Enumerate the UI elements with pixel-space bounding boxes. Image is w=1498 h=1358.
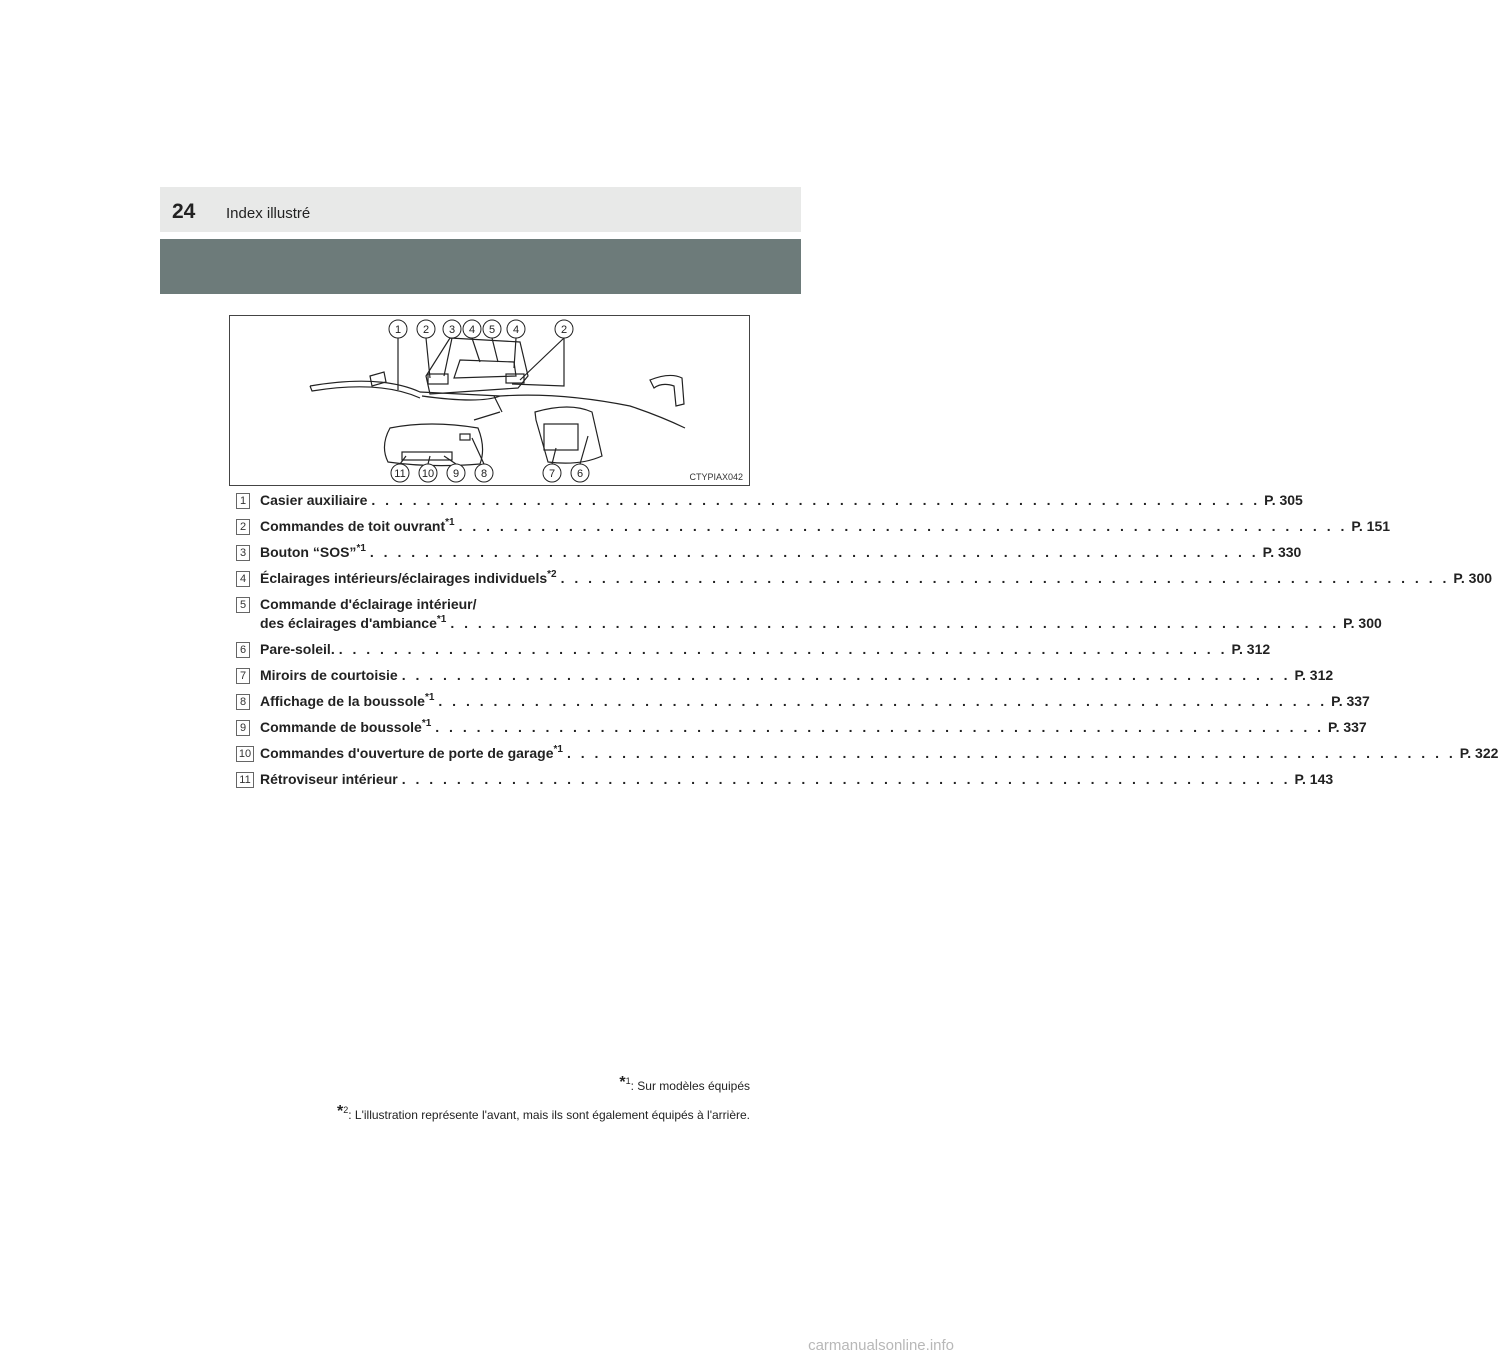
item-number: 6 xyxy=(236,642,250,658)
item-number: 5 xyxy=(236,597,250,613)
footnote-marker: *1 xyxy=(421,718,432,729)
item-label: Affichage de la boussole xyxy=(260,693,425,709)
item-page-ref[interactable]: P. 337 xyxy=(1328,719,1367,735)
item-label: Casier auxiliaire xyxy=(260,492,368,508)
item-number: 2 xyxy=(236,519,250,535)
callout-11 xyxy=(391,464,409,482)
callout-3 xyxy=(443,320,461,338)
callout-6 xyxy=(571,464,589,482)
list-item xyxy=(236,692,1370,711)
svg-text:6: 6 xyxy=(576,468,584,480)
item-label: Commandes d'ouverture de porte de garage xyxy=(260,745,554,761)
footnote-marker: *1 xyxy=(356,543,366,554)
footnote-marker: *1 xyxy=(445,517,455,528)
list-item xyxy=(236,640,1271,659)
item-label-line1: Commande d'éclairage intérieur/ xyxy=(260,596,477,612)
illustration-overhead-console xyxy=(229,315,750,486)
svg-text:4: 4 xyxy=(468,324,476,336)
list-item xyxy=(236,543,1302,562)
list-item xyxy=(236,595,1382,633)
list-item xyxy=(236,770,1334,789)
svg-text:2: 2 xyxy=(422,324,430,336)
item-page-ref[interactable]: P. 322 xyxy=(1459,745,1498,761)
sun-visor xyxy=(535,407,602,463)
callout-2 xyxy=(417,320,435,338)
section-title: Index illustré xyxy=(226,205,311,222)
item-label: Pare-soleil. xyxy=(260,641,335,657)
callout-10 xyxy=(419,464,437,482)
vanity-mirror xyxy=(544,424,578,450)
item-number: 3 xyxy=(236,545,250,561)
svg-text:10: 10 xyxy=(421,468,435,480)
item-number: 4 xyxy=(236,571,250,587)
footnote-marker: *1 xyxy=(436,614,447,625)
svg-text:7: 7 xyxy=(548,468,556,480)
svg-text:8: 8 xyxy=(480,468,488,480)
list-item xyxy=(236,517,1391,536)
item-label: Bouton “SOS” xyxy=(260,544,357,560)
watermark: carmanualsonline.info xyxy=(808,1337,954,1354)
footnote-1: *$^1$: Sur modèles équipés xyxy=(619,1074,750,1093)
item-page-ref[interactable]: P. 312 xyxy=(1231,641,1271,657)
item-label: Miroirs de courtoisie xyxy=(260,667,398,683)
item-page-ref[interactable]: P. 312 xyxy=(1294,667,1334,683)
list-item xyxy=(236,718,1367,737)
footnote-marker: *2 xyxy=(547,569,557,580)
grab-handle xyxy=(650,375,684,406)
svg-text:2: 2 xyxy=(560,324,568,336)
rear-view-mirror xyxy=(384,424,482,466)
console-button-left xyxy=(428,374,448,384)
callout-9 xyxy=(447,464,465,482)
item-label: Commandes de toit ouvrant xyxy=(260,518,446,534)
item-number: 7 xyxy=(236,668,250,684)
callout-2b xyxy=(555,320,573,338)
callout-7 xyxy=(543,464,561,482)
illustration-code: CTYPIAX042 xyxy=(689,472,743,482)
callout-4b xyxy=(507,320,525,338)
item-page-ref[interactable]: P. 305 xyxy=(1264,492,1303,508)
footnote-2: *$^2$: L'illustration représente l'avant, mais ils sont également équipés à l'arrière. xyxy=(337,1103,750,1122)
item-page-ref[interactable]: P. 330 xyxy=(1262,544,1302,560)
page-header xyxy=(160,187,801,232)
callout-8 xyxy=(475,464,493,482)
svg-text:1: 1 xyxy=(394,324,402,336)
footnote-marker: *1 xyxy=(424,692,435,703)
item-label: Commande de boussole xyxy=(260,719,422,735)
svg-text:3: 3 xyxy=(448,324,456,336)
svg-text:5: 5 xyxy=(488,324,496,336)
item-list xyxy=(236,491,1498,796)
list-item xyxy=(236,744,1498,763)
footnote-marker: *1 xyxy=(553,744,563,755)
list-item xyxy=(236,491,1303,510)
svg-text:4: 4 xyxy=(512,324,520,336)
item-page-ref[interactable]: P. 337 xyxy=(1331,693,1370,709)
item-page-ref[interactable]: P. 143 xyxy=(1294,771,1334,787)
svg-text:9: 9 xyxy=(452,468,460,480)
item-page-ref[interactable]: P. 300 xyxy=(1453,570,1493,586)
left-handle xyxy=(370,372,386,386)
console-lamps xyxy=(454,360,516,378)
overhead-console xyxy=(426,338,528,394)
item-label: des éclairages d'ambiance xyxy=(260,615,437,631)
item-label: Rétroviseur intérieur xyxy=(260,771,398,787)
footnotes xyxy=(230,1070,750,1128)
item-number: 8 xyxy=(236,694,250,710)
overhead-console-drawing xyxy=(230,316,749,485)
item-page-ref[interactable]: P. 151 xyxy=(1351,518,1391,534)
item-label: Éclairages intérieurs/éclairages individuels xyxy=(260,570,548,586)
list-item xyxy=(236,569,1493,588)
header-band xyxy=(160,239,801,294)
item-number: 10 xyxy=(236,746,254,762)
callout-5 xyxy=(483,320,501,338)
page-number: 24 xyxy=(172,200,196,223)
item-page-ref[interactable]: P. 300 xyxy=(1343,615,1382,631)
callout-4 xyxy=(463,320,481,338)
compass-display xyxy=(460,434,470,440)
item-number: 11 xyxy=(236,772,254,788)
callout-1 xyxy=(389,320,407,338)
list-item xyxy=(236,666,1334,685)
item-number: 1 xyxy=(236,493,250,509)
headliner-edge xyxy=(310,381,685,428)
item-number: 9 xyxy=(236,720,250,736)
svg-text:11: 11 xyxy=(394,468,406,480)
